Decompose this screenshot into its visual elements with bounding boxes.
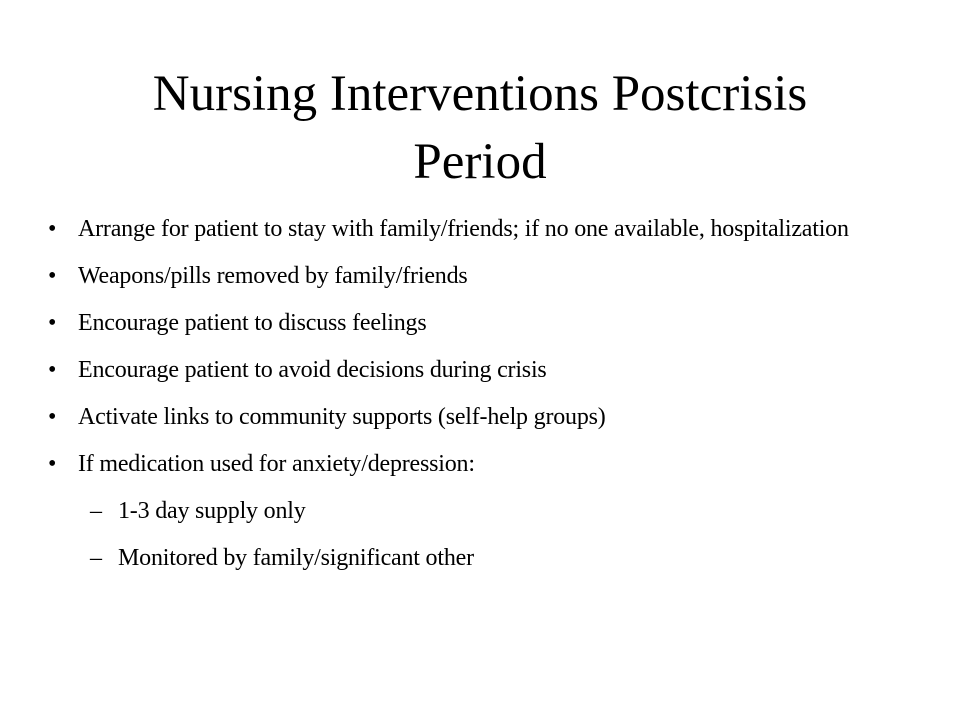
dash-icon: – xyxy=(90,498,102,524)
list-item-text: Weapons/pills removed by family/friends xyxy=(78,263,468,289)
list-item xyxy=(48,402,908,433)
list-item xyxy=(48,449,908,480)
list-item xyxy=(48,261,908,292)
bullet-icon: • xyxy=(48,357,57,383)
list-item xyxy=(48,355,908,386)
list-item-text: Activate links to community supports (self-help groups) xyxy=(78,404,606,430)
list-item xyxy=(48,214,908,245)
bullet-icon: • xyxy=(48,216,57,242)
sub-list-item xyxy=(48,543,908,574)
sub-list-item xyxy=(48,496,908,527)
dash-icon: – xyxy=(90,545,102,571)
list-item-text: Arrange for patient to stay with family/friends; if no one available, hospitalization xyxy=(78,216,849,242)
bullet-list xyxy=(48,214,908,590)
bullet-icon: • xyxy=(48,451,57,477)
list-item xyxy=(48,308,908,339)
bullet-icon: • xyxy=(48,263,57,289)
bullet-icon: • xyxy=(48,404,57,430)
bullet-icon: • xyxy=(48,310,57,336)
sub-list-item-text: 1-3 day supply only xyxy=(118,498,306,524)
slide-title xyxy=(60,60,900,196)
slide-title-line-1: Nursing Interventions Postcrisis xyxy=(152,66,808,122)
slide-title-line-2: Period xyxy=(413,134,547,190)
list-item-text: Encourage patient to avoid decisions during crisis xyxy=(78,357,547,383)
list-item-text: If medication used for anxiety/depression: xyxy=(78,451,475,477)
sub-list-item-text: Monitored by family/significant other xyxy=(118,545,474,571)
list-item-text: Encourage patient to discuss feelings xyxy=(78,310,427,336)
